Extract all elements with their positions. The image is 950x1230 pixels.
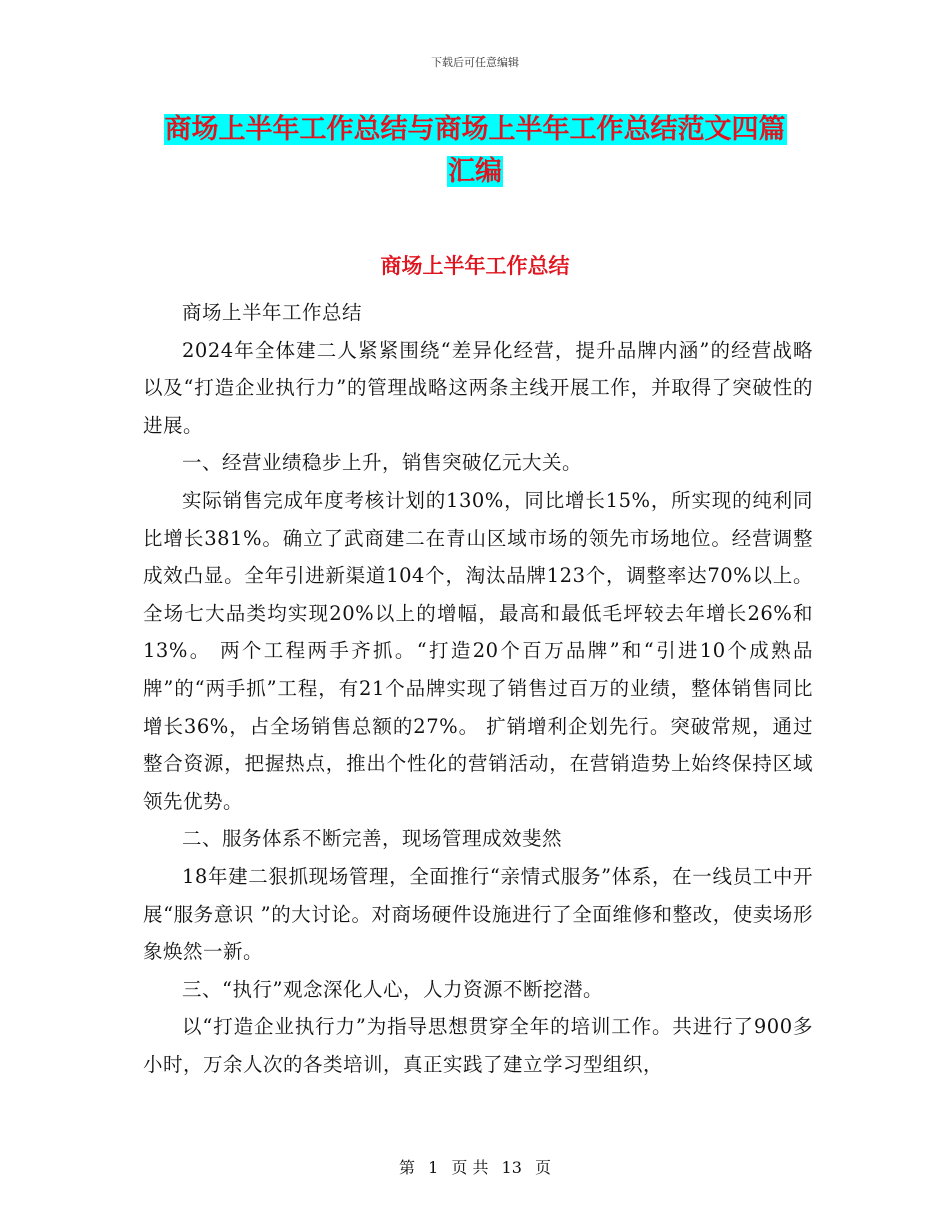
- section-title: 商场上半年工作总结: [380, 254, 570, 278]
- document-body: [143, 294, 813, 1083]
- page-label-mid: 页 共: [451, 1158, 489, 1177]
- page-label-suffix: 页: [535, 1158, 552, 1177]
- paragraph: 2024年全体建二人紧紧围绕“差异化经营，提升品牌内涵”的经营战略以及“打造企业执行力”的管理战略这两条主线开展工作，并取得了突破性的进展。: [143, 338, 813, 437]
- paragraph: 实际销售完成年度考核计划的130%，同比增长15%，所实现的纯利同比增长381%。确立了武商建二在青山区域市场的领先市场地位。经营调整成效凸显。全年引进新渠道104个，淘汰品牌123个，调整率达70%以上。全场七大品类均实现20%以上的增幅，最高和最低毛坪较去年增长26%和13%。 两个工程两手齐抓。“打造20个百万品牌”和“引进10个成熟品牌”的“两手抓”工程，有21个品牌实现了销售过百万的业绩，整体销售同比增长36%，占全场销售总额的27%。 扩销增利企划先行。突破常规，通过整合资源，把握热点，推出个性化的营销活动，在营销造势上始终保持区域领先优势。: [143, 488, 813, 813]
- document-title-line-2: [0, 154, 950, 190]
- page-label-prefix: 第: [398, 1158, 415, 1177]
- section-heading: 二、服务体系不断完善，现场管理成效斐然: [182, 827, 563, 851]
- total-pages: 13: [501, 1158, 522, 1177]
- paragraph: 18年建二狠抓现场管理，全面推行“亲情式服务”体系，在一线员工中开展“服务意识 ”的大讨论。对商场硬件设施进行了全面维修和整改，使卖场形象焕然一新。: [143, 864, 813, 964]
- section-heading: 三、“执行”观念深化人心，人力资源不断挖潜。: [182, 977, 603, 1001]
- header-note: 下载后可任意编辑: [431, 56, 519, 69]
- document-title-line-1: [0, 112, 950, 148]
- document-title-continued: 汇编: [448, 156, 502, 187]
- paragraph: 商场上半年工作总结: [182, 301, 363, 324]
- page-footer: [0, 1155, 950, 1178]
- paragraph: 以“打造企业执行力”为指导思想贯穿全年的培训工作。共进行了900多小时，万余人次的各类培训，真正实践了建立学习型组织，: [143, 1015, 813, 1076]
- page-number: 1: [428, 1158, 439, 1177]
- document-title: 商场上半年工作总结与商场上半年工作总结范文四篇: [164, 114, 786, 145]
- section-heading: 一、经营业绩稳步上升，销售突破亿元大关。: [182, 451, 583, 475]
